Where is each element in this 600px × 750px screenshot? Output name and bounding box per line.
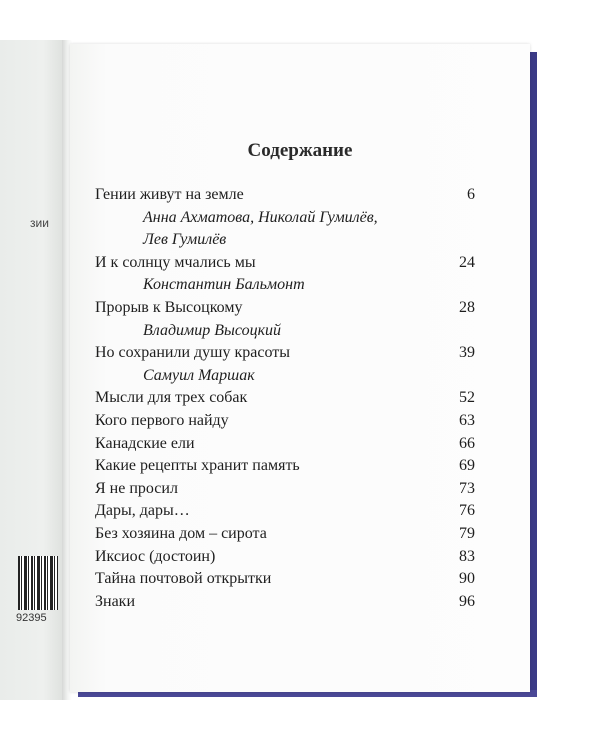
- toc-entry-title: Я не просил: [95, 479, 178, 497]
- toc-page-number: 6: [467, 186, 475, 203]
- barcode: [18, 556, 58, 610]
- toc-author: Самуил Маршак: [143, 366, 255, 384]
- toc-entry: [95, 523, 475, 546]
- toc-entry-title: Прорыв к Высоцкому: [95, 298, 243, 316]
- toc-entry: [95, 433, 475, 456]
- toc-page-number: 24: [459, 253, 475, 271]
- toc-entry-title: Тайна почтовой открытки: [95, 570, 272, 588]
- table-of-contents: [95, 184, 475, 613]
- toc-entry: [95, 455, 475, 478]
- toc-entry-title: Но сохранили душу красоты: [95, 344, 290, 362]
- page-title: Содержание: [247, 140, 353, 161]
- toc-page-number: 28: [459, 298, 475, 316]
- toc-page-number: 69: [459, 457, 475, 475]
- left-page: [0, 40, 63, 700]
- toc-entry: [95, 410, 475, 433]
- toc-entry: [95, 478, 475, 501]
- toc-entry: [95, 342, 475, 365]
- toc-entry: [95, 568, 475, 591]
- toc-author-line: [95, 274, 475, 297]
- toc-entry: [95, 500, 475, 523]
- barcode-digits: 92395: [16, 612, 47, 624]
- toc-page-number: 79: [459, 524, 475, 542]
- toc-entry: [95, 591, 475, 614]
- toc-author-line: [95, 207, 475, 230]
- toc-page-number: 39: [459, 344, 475, 362]
- toc-entry-title: Какие рецепты хранит память: [95, 457, 300, 475]
- toc-author-line: [95, 320, 475, 343]
- toc-page-number: 83: [459, 547, 475, 565]
- toc-entry-title: Без хозяина дом – сирота: [95, 524, 267, 542]
- toc-entry: [95, 297, 475, 320]
- toc-entry-title: Канадские ели: [95, 434, 195, 452]
- toc-author-line: [95, 365, 475, 388]
- toc-entry-title: Гении живут на земле: [95, 186, 244, 203]
- toc-entry-title: Кого первого найду: [95, 411, 229, 429]
- toc-author-line: [95, 229, 475, 252]
- toc-entry: [95, 184, 475, 207]
- toc-page-number: 63: [459, 411, 475, 429]
- toc-page-number: 90: [459, 570, 475, 588]
- toc-entry: [95, 252, 475, 275]
- toc-author: Константин Бальмонт: [143, 276, 305, 294]
- toc-author: Лев Гумилёв: [143, 231, 227, 249]
- toc-entry-title: Мысли для трех собак: [95, 389, 248, 407]
- toc-page-number: 76: [459, 502, 475, 520]
- toc-entry-title: Иксиос (достоин): [95, 547, 216, 565]
- toc-entry: [95, 387, 475, 410]
- toc-author: Владимир Высоцкий: [143, 321, 282, 339]
- toc-author: Анна Ахматова, Николай Гумилёв,: [143, 208, 378, 226]
- toc-entry-title: Дары, дары…: [95, 502, 190, 520]
- toc-entry-title: И к солнцу мчались мы: [95, 253, 256, 271]
- left-page-text-fragment: зии: [30, 216, 49, 230]
- toc-page-number: 96: [459, 592, 475, 610]
- toc-page-number: 52: [459, 389, 475, 407]
- toc-entry: [95, 546, 475, 569]
- toc-page-number: 73: [459, 479, 475, 497]
- toc-entry-title: Знаки: [95, 592, 136, 610]
- toc-page-number: 66: [459, 434, 475, 452]
